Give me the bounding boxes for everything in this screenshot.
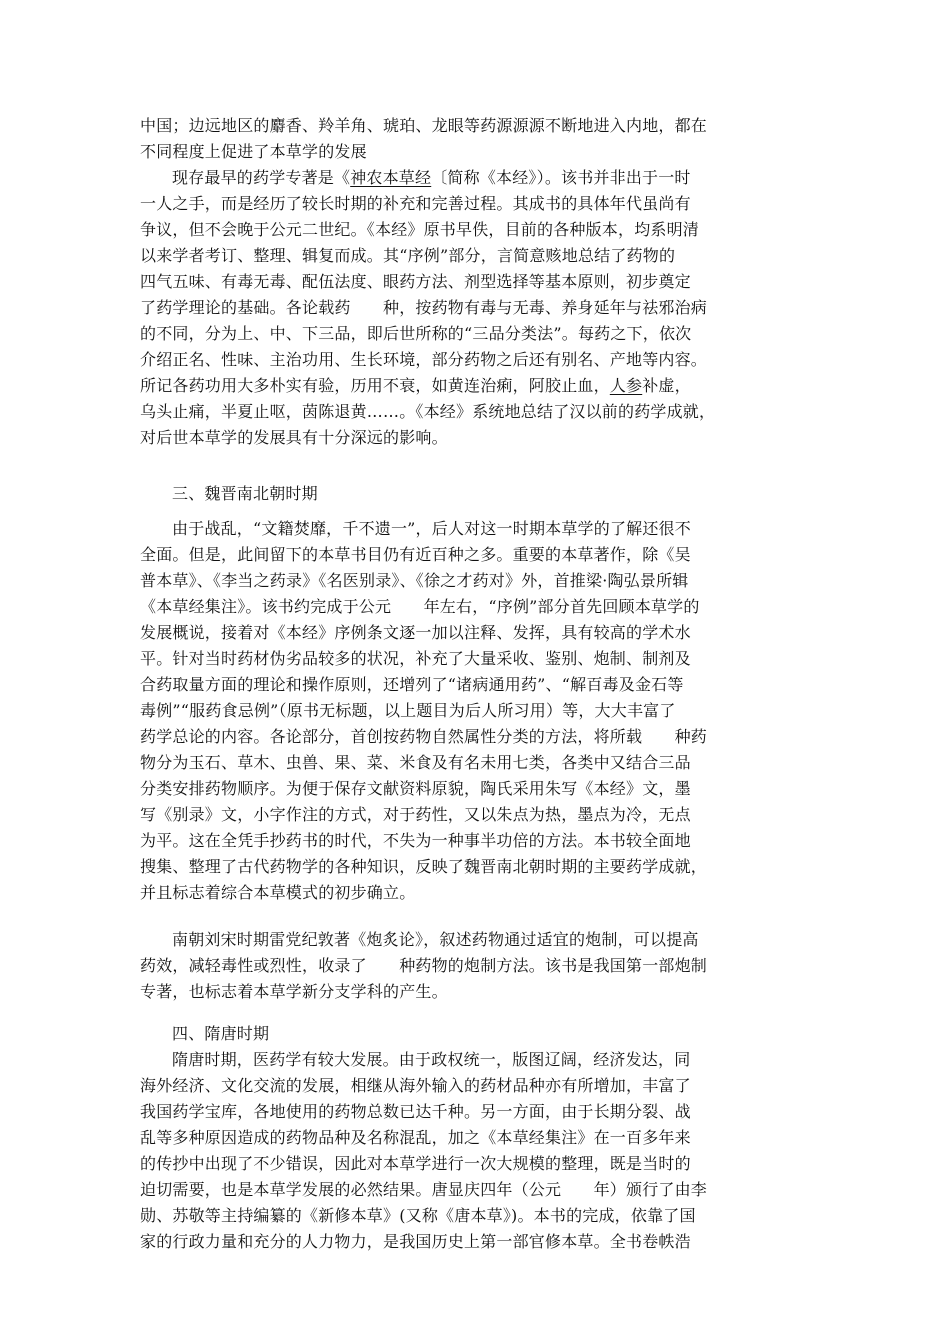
para2-text: 补虚， <box>642 376 691 395</box>
para3-line: 合药取量方面的理论和操作原则，还增列了“诸病通用药”、“解百毒及金石等 <box>140 675 684 694</box>
para5-line: 我国药学宝库，各地使用的药物总数已达千种。另一方面，由于长期分裂、战 <box>140 1102 691 1121</box>
para3-line: 物分为玉石、草木、虫兽、果、菜、米食及有名未用七类，各类中又结合三品 <box>140 753 691 772</box>
para5-line: 的传抄中出现了不少错误，因此对本草学进行一次大规模的整理，既是当时的 <box>140 1154 691 1173</box>
para4-line: 专著，也标志着本草学新分支学科的产生。 <box>140 982 448 1001</box>
para3-line: 由于战乱，“文籍焚靡，千不遗一”，后人对这一时期本草学的了解还很不 <box>172 519 691 538</box>
para3-line: 发展概说，接着对《本经》序例条文逐一加以注释、发挥，具有较高的学术水 <box>140 623 691 642</box>
para2-line: 争议，但不会晚于公元二世纪。《本经》原书早佚，目前的各种版本，均系明清 <box>140 220 700 239</box>
para2-text: 所记各药功用大多朴实有验，历用不衰，如黄连治痢，阿胶止血， <box>140 376 610 395</box>
para3-line: 为平。这在全凭手抄药书的时代，不失为一种事半功倍的方法。本书较全面地 <box>140 831 691 850</box>
para2-line: 四气五味、有毒无毒、配伍法度、眼药方法、剂型选择等基本原则，初步奠定 <box>140 272 691 291</box>
para5-line: 迫切需要，也是本草学发展的必然结果。唐显庆四年（公元 年）颁行了由李 <box>140 1180 708 1199</box>
para5-line: 隋唐时期，医药学有较大发展。由于政权统一，版图辽阔，经济发达，同 <box>172 1050 691 1069</box>
para3-line: 《本草经集注》。该书约完成于公元 年左右，“序例”部分首先回顾本草学的 <box>140 597 700 616</box>
para2-text: 现存最早的药学专著是《 <box>172 168 351 187</box>
para3-line: 全面。但是，此间留下的本草书目仍有近百种之多。重要的本草著作，除《吴 <box>140 545 691 564</box>
para2-line <box>140 373 820 399</box>
para3-line: 分类安排药物顺序。为便于保存文献资料原貌，陶氏采用朱写《本经》文，墨 <box>140 779 691 798</box>
para2-line: 的不同，分为上、中、下三品，即后世所称的“三品分类法”。每药之下，依次 <box>140 324 692 343</box>
section-heading: 三、魏晋南北朝时期 <box>172 484 318 503</box>
para5-line: 勋、苏敬等主持编纂的《新修本草》(又称《唐本草》)。本书的完成，依靠了国 <box>140 1206 696 1225</box>
para5-line: 海外经济、文化交流的发展，相继从海外输入的药材品种亦有所增加，丰富了 <box>140 1076 691 1095</box>
para2-text: 〔简称《本经》）。该书并非出于一时 <box>431 168 691 187</box>
para2-line: 了药学理论的基础。各论载药 种，按药物有毒与无毒、养身延年与祛邪治病 <box>140 298 708 317</box>
section-heading: 四、隋唐时期 <box>172 1024 270 1043</box>
para3-line: 搜集、整理了古代药物学的各种知识，反映了魏晋南北朝时期的主要药学成就， <box>140 857 708 876</box>
para3-line: 平。针对当时药材伪劣品较多的状况，补充了大量采收、鉴别、炮制、制剂及 <box>140 649 691 668</box>
para2-line: 对后世本草学的发展具有十分深远的影响。 <box>140 428 448 447</box>
para2-line <box>172 165 820 191</box>
para3-line: 并且标志着综合本草模式的初步确立。 <box>140 883 416 902</box>
para5-line: 乱等多种原因造成的药物品种及名称混乱，加之《本草经集注》在一百多年来 <box>140 1128 691 1147</box>
para3-line: 普本草》、《李当之药录》《名医别录》、《徐之才药对》外，首推梁·陶弘景所辑 <box>140 571 689 590</box>
para2-line: 一人之手，而是经历了较长时期的补充和完善过程。其成书的具体年代虽尚有 <box>140 194 691 213</box>
underlined-term: 人参 <box>609 376 643 395</box>
para3-line: 写《别录》文，小字作注的方式，对于药性，又以朱点为热，墨点为冷，无点 <box>140 805 691 824</box>
book-title-link: 神农本草经 <box>350 168 432 187</box>
para1-line: 不同程度上促进了本草学的发展 <box>140 142 367 161</box>
para4-line: 南朝刘宋时期雷党纪敦著《炮炙论》，叙述药物通过适宜的炮制，可以提高 <box>172 930 699 949</box>
para3-line: 药学总论的内容。各论部分，首创按药物自然属性分类的方法，将所载 种药 <box>140 727 708 746</box>
para1-line: 中国；边远地区的麝香、羚羊角、琥珀、龙眼等药源源源不断地进入内地，都在 <box>140 116 708 135</box>
para2-line: 介绍正名、性味、主治功用、生长环境，部分药物之后还有别名、产地等内容。 <box>140 350 708 369</box>
para2-line: 以来学者考订、整理、辑复而成。其“序例”部分，言简意赅地总结了药物的 <box>140 246 676 265</box>
para4-line: 药效，减轻毒性或烈性，收录了 种药物的炮制方法。该书是我国第一部炮制 <box>140 956 708 975</box>
para5-line: 家的行政力量和充分的人力物力，是我国历史上第一部官修本草。全书卷帙浩 <box>140 1232 691 1251</box>
para3-line: 毒例”“服药食忌例”（原书无标题，以上题目为后人所习用）等，大大丰富了 <box>140 701 676 720</box>
para2-line: 乌头止痛，半夏止呕，茵陈退黄……。《本经》系统地总结了汉以前的药学成就， <box>140 402 716 421</box>
